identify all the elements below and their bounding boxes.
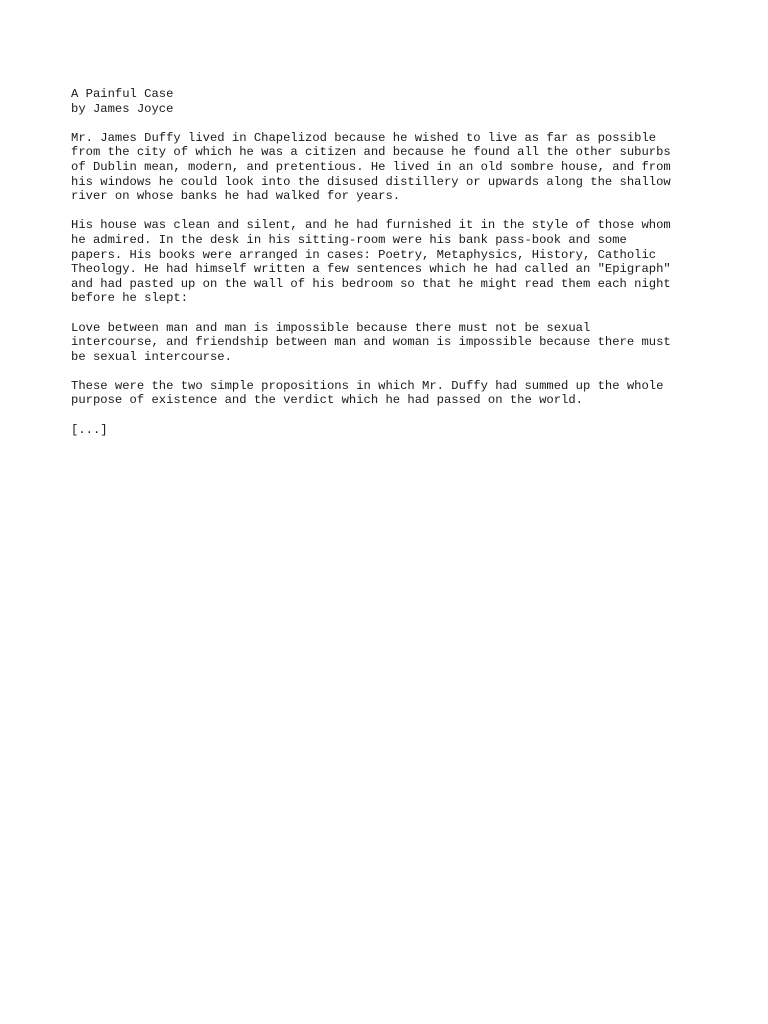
- document-page: [71, 87, 711, 452]
- document-title: A Painful Case: [71, 87, 174, 101]
- paragraph-3-epigraph: [71, 321, 711, 365]
- paragraph-line: Mr. James Duffy lived in Chapelizod because he wished to live as far as possible: [71, 130, 657, 145]
- paragraph-line: intercourse, and friendship between man and woman is impossible because there must: [71, 335, 671, 350]
- paragraph-line: and had pasted up on the wall of his bedroom so that he might read them each night: [71, 276, 671, 291]
- paragraph-4: [71, 379, 711, 408]
- paragraph-line: be sexual intercourse.: [71, 349, 232, 364]
- paragraph-line: from the city of which he was a citizen and because he found all the other suburbs: [71, 145, 671, 160]
- paragraph-line: His house was clean and silent, and he had furnished it in the style of those whom: [71, 218, 671, 233]
- paragraph-line: [...]: [71, 422, 108, 437]
- paragraph-2: [71, 218, 711, 306]
- ellipsis-marker: [71, 423, 711, 438]
- paragraph-line: purpose of existence and the verdict which he had passed on the world.: [71, 393, 583, 408]
- paragraph-line: of Dublin mean, modern, and pretentious. He lived in an old sombre house, and from: [71, 159, 671, 174]
- paragraph-line: his windows he could look into the disused distillery or upwards along the shallow: [71, 174, 671, 189]
- paragraph-line: papers. His books were arranged in cases: Poetry, Metaphysics, History, Catholic: [71, 247, 657, 262]
- paragraph-line: river on whose banks he had walked for years.: [71, 189, 401, 204]
- paragraph-line: before he slept:: [71, 291, 189, 306]
- document-header: [71, 87, 711, 116]
- paragraph-line: Theology. He had himself written a few sentences which he had called an "Epigraph": [71, 262, 671, 277]
- paragraph-1: [71, 131, 711, 204]
- paragraph-line: These were the two simple propositions in which Mr. Duffy had summed up the whole: [71, 378, 664, 393]
- document-author: by James Joyce: [71, 101, 174, 116]
- paragraph-line: he admired. In the desk in his sitting-room were his bank pass-book and some: [71, 232, 627, 247]
- paragraph-line: Love between man and man is impossible because there must not be sexual: [71, 320, 591, 335]
